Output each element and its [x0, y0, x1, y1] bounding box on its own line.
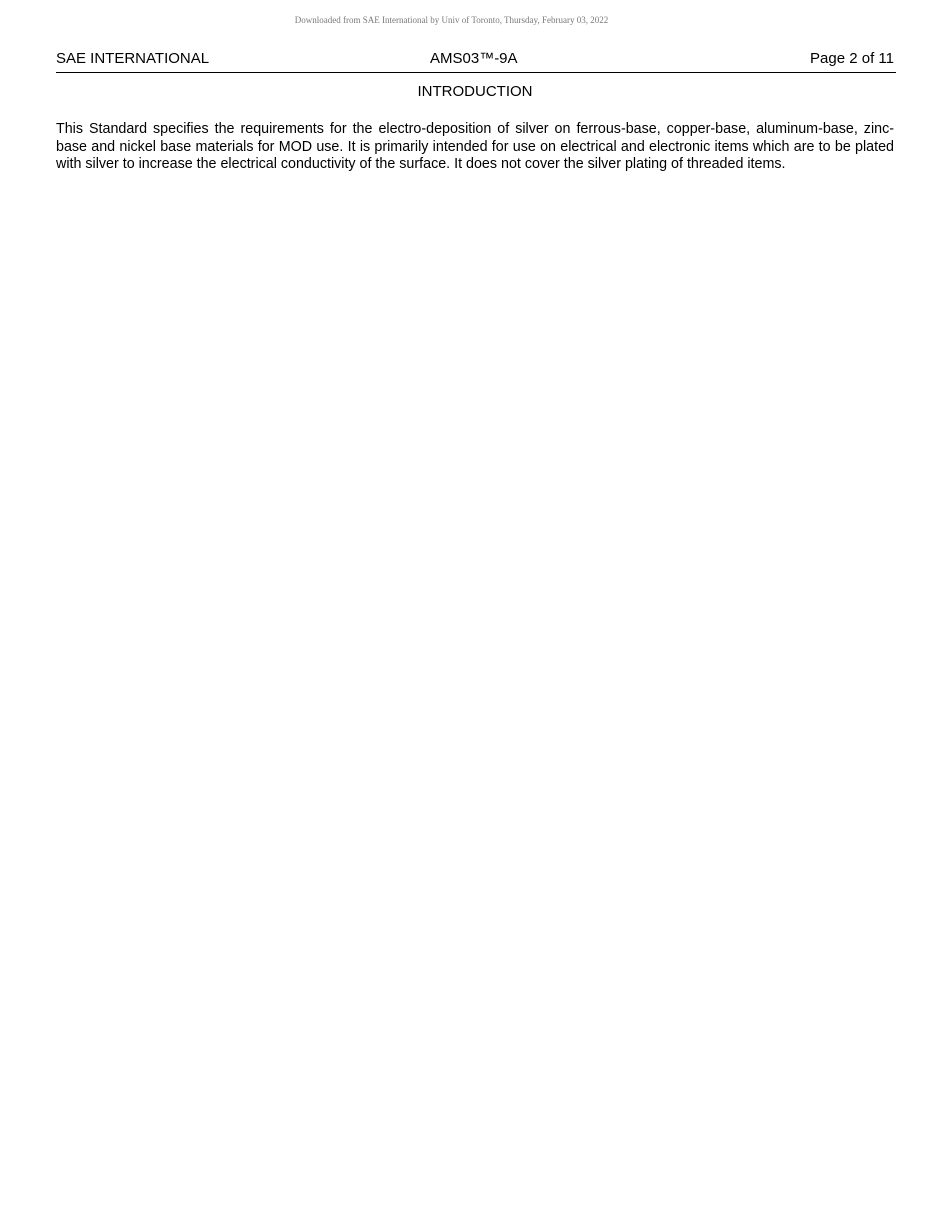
header-organization: SAE INTERNATIONAL: [56, 50, 210, 67]
section-title: INTRODUCTION: [417, 83, 533, 100]
introduction-paragraph: This Standard specifies the requirements for the electro-deposition of silver on ferrous-base, copper-base, aluminum-base, zinc-base and nickel base materials for MOD use. It is primarily intended for use on electrical and electronic items which are to be plated with silver to increase the electrical conductivity of the surface. It does not cover the silver plating of threaded items.: [56, 121, 894, 173]
header-page-number: Page 2 of 11: [810, 50, 894, 67]
download-watermark: Downloaded from SAE International by Univ of Toronto, Thursday, February 03, 2022: [294, 15, 609, 25]
page-header: [56, 48, 896, 73]
header-document-id: AMS03™-9A: [430, 50, 518, 67]
